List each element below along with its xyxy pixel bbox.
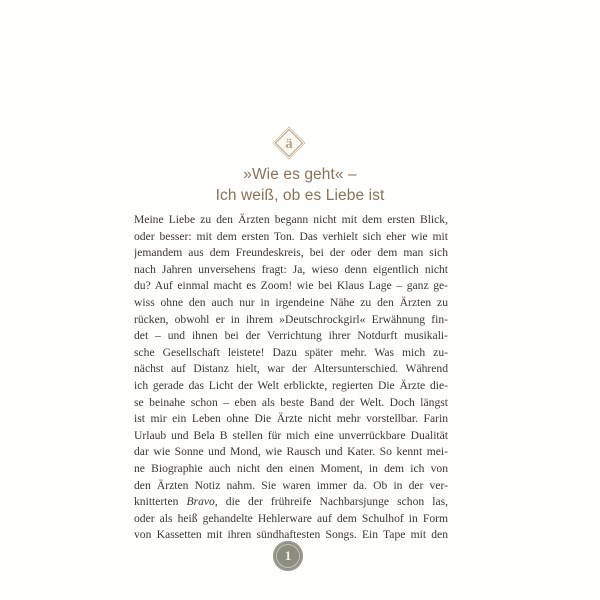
text-line: sche Gesellschaft leistete! Dazu später mehr. Was mich zu- — [134, 345, 448, 359]
text-line: dar wie Sonne und Mond, wie Rausch und Kater. So kennt mei- — [134, 445, 448, 459]
text-line: nach Jahren unversehens fragt: Ja, wieso denn eigentlich nicht — [134, 262, 448, 276]
text-line: oder als heiß gehandelte Hehlerware auf dem Schulhof in Form — [134, 511, 448, 525]
text-line: det – und ihnen bei der Verrichtung ihrer Notdurft musikali- — [134, 329, 448, 343]
text-line: wiss ohne den auch nur in irgendeine Nähe zu den Ärzten zu — [134, 295, 448, 309]
text-line: jemandem aus dem Freundeskreis, bei der oder dem man sich — [134, 246, 448, 260]
text-line: nächst auf Distanz hielt, war der Altersunterschied. Während — [134, 362, 448, 376]
body-paragraph — [134, 212, 448, 544]
text-line: oder besser: mit dem ersten Ton. Das verhielt sich eher wie mit — [134, 229, 448, 243]
chapter-heading — [120, 164, 480, 206]
page-number-badge — [273, 541, 303, 571]
magazine-title: Bravo — [186, 495, 215, 509]
text-line: ich gerade das Licht der Welt erblickte, regierten Die Ärzte die- — [134, 378, 448, 392]
text-segment: , die der frühreife Nachbarsjunge schon las, — [214, 495, 448, 509]
text-line: Urlaub und Bela B stellen für mich eine unverrückbare Dualität — [134, 428, 448, 442]
text-line: du? Auf einmal macht es Zoom! wie bei Klaus Lage – ganz ge- — [134, 279, 448, 293]
text-line-with-italic — [134, 494, 448, 511]
emblem-icon — [272, 126, 306, 160]
text-line: von Kassetten mit ihren sündhaftesten Songs. Ein Tape mit den — [134, 528, 448, 542]
chapter-heading-line-1: »Wie es geht« – — [243, 166, 357, 183]
text-line: ist mir ein Leben ohne Die Ärzte nicht mehr vorstellbar. Farin — [134, 412, 448, 426]
page-number: 1 — [276, 544, 300, 568]
text-line: Meine Liebe zu den Ärzten begann nicht mit dem ersten Blick, — [134, 213, 448, 226]
emblem-letter: ä — [285, 136, 293, 152]
text-line: rücken, obwohl er in ihrem »Deutschrockgirl« Erwähnung fin- — [134, 312, 448, 326]
text-line: ne Biographie auch nicht den einen Moment, in dem ich von — [134, 461, 448, 475]
text-segment: knitterten — [134, 495, 187, 509]
text-line: se beinahe schon – eben als beste Band der Welt. Doch längst — [134, 395, 448, 409]
text-line: den Ärzten Notiz nahm. Sie waren immer da. Ob in der ver- — [134, 478, 448, 492]
chapter-heading-line-2: Ich weiß, ob es Liebe ist — [215, 187, 385, 204]
